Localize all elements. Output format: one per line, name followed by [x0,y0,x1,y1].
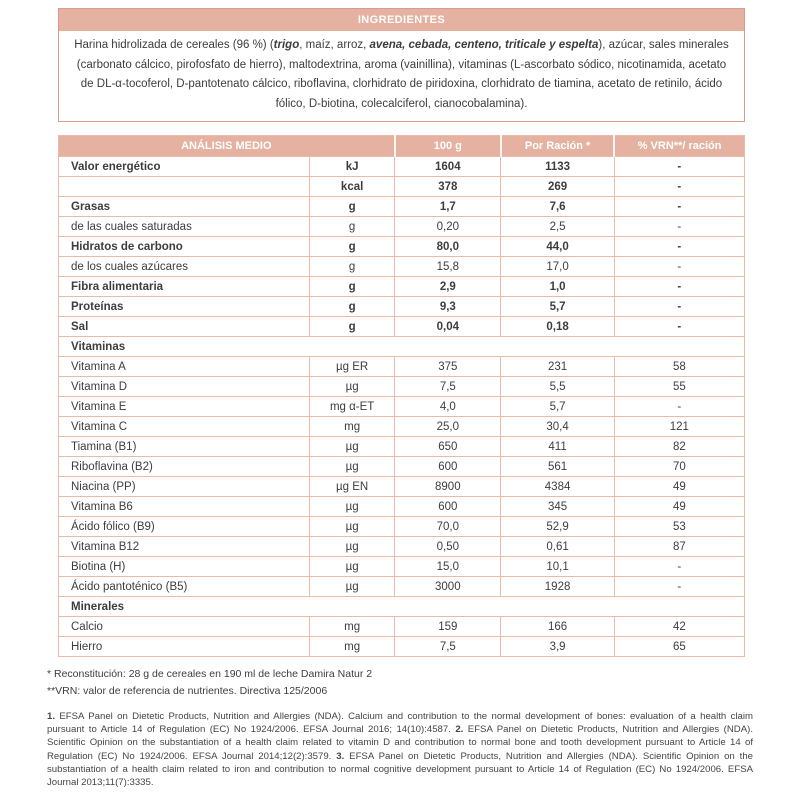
per-100g-cell: 15,0 [395,557,501,577]
per-100g-cell: 80,0 [395,237,501,257]
vrn-cell: - [614,557,744,577]
unit-cell: g [310,277,395,297]
vrn-cell: - [614,397,744,417]
row-label: Vitamina C [59,417,310,437]
ingredients-text [59,31,744,121]
vrn-cell: 121 [614,417,744,437]
ingredients-text-segment: Harina hidrolizada de cereales (96 %) ( [74,39,274,51]
table-row [59,297,745,317]
vrn-cell: - [614,217,744,237]
per-racion-cell: 44,0 [501,237,614,257]
table-row [59,377,745,397]
table-row [59,517,745,537]
per-racion-cell: 1,0 [501,277,614,297]
row-label: Ácido pantoténico (B5) [59,577,310,597]
ingredients-text-segment-allergen: avena, cebada, centeno, triticale y espelta [369,39,599,51]
per-racion-cell: 411 [501,437,614,457]
ingredients-text-segment: ), azúcar, sales minerales (carbonato cálcico, pirofosfato de hierro), maltodextrina, aroma (vainillina), vitaminas (L-ascorbato sódico, nicotinamida, acetato de DL-α-tocoferol, D-pantotenato cálcico, riboflavina, clorhidrato de piridoxina, clorhidrato de tiamina, acetato de retinilo, ácido fólico, D-biotina, colecalciferol, cianocobalamina). [76,39,729,110]
row-label: Hidratos de carbono [59,237,310,257]
unit-cell: g [310,217,395,237]
unit-cell: µg [310,437,395,457]
unit-cell: µg [310,537,395,557]
unit-cell: mg α-ET [310,397,395,417]
vrn-cell: 55 [614,377,744,397]
reference-text: EFSA Panel on Dietetic Products, Nutrition and Allergies (NDA). Scientific Opinion on the substantiation of a health claim related to vitamin D and contribution to normal bone and tooth development pursuant to Article 14 of Regulation (EC) No 1924/2006. EFSA Journal 2014;12(2):3579. [47,724,753,762]
per-100g-cell: 375 [395,357,501,377]
row-label: Hierro [59,637,310,657]
vrn-cell: 87 [614,537,744,557]
table-row [59,477,745,497]
analysis-table [58,135,745,657]
vrn-cell: - [614,297,744,317]
row-label: Riboflavina (B2) [59,457,310,477]
vrn-cell: 58 [614,357,744,377]
table-row [59,277,745,297]
per-100g-cell: 378 [395,177,501,197]
vrn-cell: 42 [614,617,744,637]
row-label: Niacina (PP) [59,477,310,497]
vrn-cell: 53 [614,517,744,537]
table-row [59,437,745,457]
per-racion-cell: 1133 [501,157,614,177]
unit-cell: g [310,197,395,217]
footnote-vrn: **VRN: valor de referencia de nutrientes. Directiva 125/2006 [47,685,328,697]
per-racion-cell: 17,0 [501,257,614,277]
per-100g-cell: 600 [395,497,501,517]
table-row [59,177,745,197]
references-paragraph [47,710,753,789]
per-100g-cell: 2,9 [395,277,501,297]
per-racion-cell: 166 [501,617,614,637]
table-row [59,197,745,217]
vrn-cell: - [614,277,744,297]
table-row [59,417,745,437]
footnotes [47,666,753,700]
row-label: de las cuales saturadas [59,217,310,237]
analysis-table-header [59,136,745,157]
unit-cell: g [310,237,395,257]
row-label [59,177,310,197]
unit-cell: µg ER [310,357,395,377]
per-racion-cell: 30,4 [501,417,614,437]
vrn-cell: - [614,177,744,197]
per-racion-cell: 52,9 [501,517,614,537]
unit-cell: µg [310,457,395,477]
vrn-cell: - [614,157,744,177]
table-row [59,637,745,657]
row-label: Sal [59,317,310,337]
per-racion-cell: 269 [501,177,614,197]
per-racion-cell: 561 [501,457,614,477]
table-row [59,397,745,417]
table-row [59,457,745,477]
per-100g-cell: 0,04 [395,317,501,337]
per-100g-cell: 7,5 [395,377,501,397]
vrn-cell: - [614,237,744,257]
table-row [59,257,745,277]
unit-cell: µg [310,517,395,537]
vrn-cell: - [614,197,744,217]
table-row [59,317,745,337]
per-100g-cell: 3000 [395,577,501,597]
row-label: Proteínas [59,297,310,317]
per-racion-cell: 5,5 [501,377,614,397]
unit-cell: µg [310,557,395,577]
section-label: Minerales [59,597,745,617]
unit-cell: g [310,297,395,317]
per-racion-cell: 3,9 [501,637,614,657]
unit-cell: mg [310,637,395,657]
ingredients-text-segment: , maíz, arroz, [299,39,370,51]
per-racion-cell: 1928 [501,577,614,597]
per-racion-cell: 345 [501,497,614,517]
unit-cell: µg [310,377,395,397]
table-row [59,237,745,257]
col-header-vrn-racion: % VRN**/ ración [614,136,744,157]
row-label: Tiamina (B1) [59,437,310,457]
reference-number: 2. [455,724,464,736]
col-header-por-racion: Por Ración * [501,136,614,157]
ingredients-title: INGREDIENTES [59,9,744,31]
per-100g-cell: 9,3 [395,297,501,317]
per-100g-cell: 7,5 [395,637,501,657]
row-label: Vitamina A [59,357,310,377]
row-label: Vitamina B12 [59,537,310,557]
unit-cell: mg [310,417,395,437]
per-100g-cell: 8900 [395,477,501,497]
table-row [59,217,745,237]
row-label: de los cuales azúcares [59,257,310,277]
per-racion-cell: 4384 [501,477,614,497]
section-label: Vitaminas [59,337,745,357]
section-row [59,597,745,617]
vrn-cell: 65 [614,637,744,657]
unit-cell: µg [310,577,395,597]
vrn-cell: 70 [614,457,744,477]
reference-number: 1. [47,711,56,722]
table-row [59,617,745,637]
col-header-analisis-medio: ANÁLISIS MEDIO [59,136,395,157]
row-label: Vitamina D [59,377,310,397]
per-100g-cell: 70,0 [395,517,501,537]
per-100g-cell: 4,0 [395,397,501,417]
vrn-cell: - [614,577,744,597]
per-racion-cell: 10,1 [501,557,614,577]
vrn-cell: 49 [614,497,744,517]
vrn-cell: 82 [614,437,744,457]
row-label: Calcio [59,617,310,637]
unit-cell: kJ [310,157,395,177]
unit-cell: kcal [310,177,395,197]
per-100g-cell: 0,20 [395,217,501,237]
per-racion-cell: 0,18 [501,317,614,337]
row-label: Biotina (H) [59,557,310,577]
header-row [59,136,745,157]
per-racion-cell: 2,5 [501,217,614,237]
per-100g-cell: 159 [395,617,501,637]
per-100g-cell: 1604 [395,157,501,177]
table-row [59,357,745,377]
vrn-cell: - [614,317,744,337]
per-racion-cell: 7,6 [501,197,614,217]
unit-cell: µg [310,497,395,517]
row-label: Vitamina B6 [59,497,310,517]
col-header-100g: 100 g [395,136,501,157]
table-row [59,557,745,577]
table-row [59,537,745,557]
per-100g-cell: 25,0 [395,417,501,437]
reference-text: EFSA Panel on Dietetic Products, Nutrition and Allergies (NDA). Scientific Opinion on the substantiation of a health claim related to iron and contribution to normal cognitive development pursuant to Article 14 of Regulation (EC) No 1924/2006. EFSA Journal 2013;11(7):3335. [47,750,753,789]
per-100g-cell: 1,7 [395,197,501,217]
reference-number: 3. [336,750,345,762]
reference-text: EFSA Panel on Dietetic Products, Nutrition and Allergies (NDA). Calcium and contribution to the normal development of bones: evaluation of a health claim pursuant to Article 14 of Regulation (EC) No 1924/2006. EFSA Journal 2016; 14(10):4587. [47,711,753,736]
unit-cell: g [310,317,395,337]
row-label: Valor energético [59,157,310,177]
per-racion-cell: 0,61 [501,537,614,557]
vrn-cell: - [614,257,744,277]
table-row [59,497,745,517]
ingredients-section [58,8,745,122]
unit-cell: µg EN [310,477,395,497]
per-100g-cell: 0,50 [395,537,501,557]
row-label: Grasas [59,197,310,217]
footnote-reconstitution: * Reconstitución: 28 g de cereales en 190 ml de leche Damira Natur 2 [47,668,373,680]
row-label: Vitamina E [59,397,310,417]
unit-cell: g [310,257,395,277]
table-row [59,157,745,177]
analysis-table-body [59,157,745,657]
row-label: Fibra alimentaria [59,277,310,297]
unit-cell: mg [310,617,395,637]
vrn-cell: 49 [614,477,744,497]
row-label: Ácido fólico (B9) [59,517,310,537]
per-racion-cell: 231 [501,357,614,377]
per-racion-cell: 5,7 [501,397,614,417]
per-100g-cell: 650 [395,437,501,457]
ingredients-text-segment-allergen: trigo [273,39,300,51]
section-row [59,337,745,357]
per-100g-cell: 600 [395,457,501,477]
per-racion-cell: 5,7 [501,297,614,317]
table-row [59,577,745,597]
per-100g-cell: 15,8 [395,257,501,277]
